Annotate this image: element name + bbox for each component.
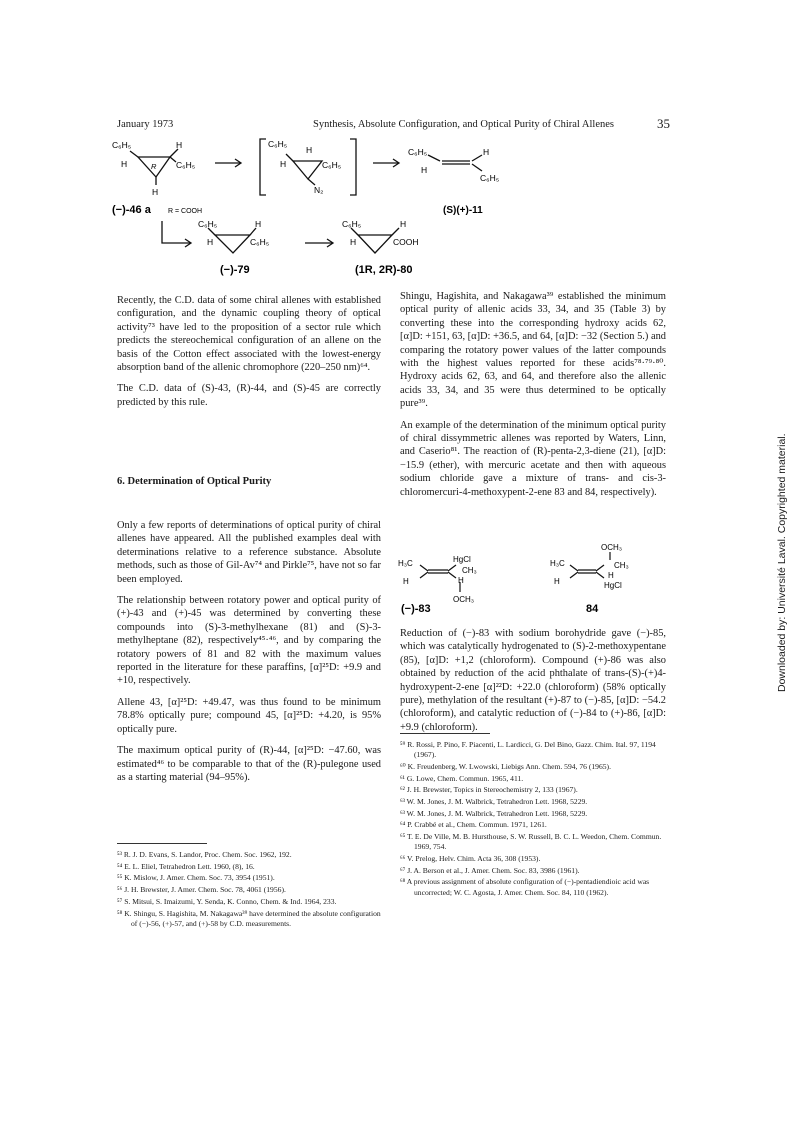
footnote: ⁵⁷ S. Mitsui, S. Imaizumi, Y. Senda, K. Conno, Chem. & Ind. 1964, 233. xyxy=(117,896,337,906)
footnote: ⁶⁷ J. A. Berson et al., J. Amer. Chem. Soc. 83, 3986 (1961). xyxy=(400,865,580,875)
svg-text:R: R xyxy=(151,162,157,171)
footnote: ⁶² J. H. Brewster, Topics in Stereochemistry 2, 133 (1967). xyxy=(400,785,578,795)
label-46a: (−)-46 a xyxy=(112,204,151,216)
left-column-lower xyxy=(117,519,381,792)
label-11: (S)(+)-11 xyxy=(443,205,483,216)
svg-text:H₃C: H₃C xyxy=(398,559,413,568)
footnote: ⁶³ W. M. Jones, J. M. Walbrick, Tetrahedron Lett. 1968, 5229. xyxy=(400,797,588,807)
svg-text:C₆H₅: C₆H₅ xyxy=(250,237,270,247)
footnote: ⁶³ W. M. Jones, J. M. Walbrick, Tetrahedron Lett. 1968, 5229. xyxy=(400,808,588,818)
svg-text:C₆H₅: C₆H₅ xyxy=(342,219,362,229)
svg-text:C₆H₅: C₆H₅ xyxy=(322,160,342,170)
svg-text:H: H xyxy=(608,571,614,580)
download-notice-text: Downloaded by: Université Laval. Copyrighted material. xyxy=(776,433,788,692)
label-80: (1R, 2R)-80 xyxy=(355,264,413,276)
footnote: ⁵³ R. J. D. Evans, S. Landor, Proc. Chem. Soc. 1962, 192. xyxy=(117,850,292,859)
svg-text:H: H xyxy=(121,159,128,169)
footnote: ⁵⁸ K. Shingu, S. Hagishita, M. Nakagawa³⁹ have determined the absolute configuration of (−)-56, (+)-57, and (+)-58 by C.D. measurements. xyxy=(117,908,381,928)
svg-text:OCH₃: OCH₃ xyxy=(453,595,475,604)
left-paragraph-6: The maximum optical purity of (R)-44, [α]²⁵D: −47.60, was estimated⁴⁶ to be comparable to that of the (R)-pulegone used as a starting material (94–95%). xyxy=(117,745,381,783)
footnote: ⁶⁶ V. Prelog, Helv. Chim. Acta 36, 308 (1953). xyxy=(400,854,541,864)
cyclopropane-79 xyxy=(215,235,250,253)
right-paragraph-3: Reduction of (−)-83 with sodium borohydride gave (−)-85, which was catalytically hydrogenated to (S)-2-methoxypentane (85), [α]D: +1,2 (chloroform). Compound (+)-86 was also obtained by reduction of the acid phthalate of trans-(S)-(+)4-hydroxypent-2-ene [α]²²D: +22.0 (chloroform) (58% optically pure), methylation of the resultant (+)-87 to (−)-85, [α]D: −54.2 (chloroform), and catalytic reduction of (−)-84 to (+)-86, [α]D: +9.9 (chloroform). xyxy=(400,628,666,733)
svg-text:C₆H₅: C₆H₅ xyxy=(176,160,196,170)
svg-text:H₃C: H₃C xyxy=(550,559,565,568)
footnote-rule-left xyxy=(117,843,207,844)
svg-text:OCH₃: OCH₃ xyxy=(601,543,623,552)
footnote: ⁵⁹ R. Rossi, P. Pino, F. Piacenti, L. Lardicci, G. Del Bino, Gazz. Chim. Ital. 97, 1194 (1967). xyxy=(400,740,656,760)
svg-text:COOH: COOH xyxy=(393,237,419,247)
left-column xyxy=(117,294,381,417)
right-column-lower xyxy=(400,627,666,742)
structures-83-84 xyxy=(398,540,668,618)
left-paragraph-1: Recently, the C.D. data of some chiral allenes with established configuration, and the dynamic coupling theory of optical activity⁷³ have led to the proposition of a sector rule which predicts the stereochemical configuration of an allene on the basis of the Cotton effect associated with the lowest-energy absorption band of the allenic chromophore (220–250 nm)⁶⁴. xyxy=(117,295,381,374)
svg-text:H: H xyxy=(255,219,262,229)
reaction-scheme xyxy=(110,135,530,280)
label-84: 84 xyxy=(586,603,599,615)
right-column xyxy=(400,290,666,507)
svg-text:CH₃: CH₃ xyxy=(462,566,477,575)
download-notice xyxy=(776,152,790,692)
svg-text:H: H xyxy=(483,147,490,157)
section-heading: 6. Determination of Optical Purity xyxy=(117,476,272,487)
footnote: ⁵⁶ J. H. Brewster, J. Amer. Chem. Soc. 78, 4061 (1956). xyxy=(117,885,286,895)
footnote: ⁶⁸ A previous assignment of absolute configuration of (−)-pentadiendioic acid was uncorrected; W. C. Agosta, J. Amer. Chem. Soc. 84, 110 (1962). xyxy=(400,877,650,897)
footnote: ⁶⁰ K. Freudenberg, W. Lwowski, Liebigs Ann. Chem. 594, 76 (1965). xyxy=(400,761,611,771)
svg-text:C₆H₅: C₆H₅ xyxy=(268,139,288,149)
footnote-rule-right xyxy=(400,733,490,734)
svg-text:H: H xyxy=(458,576,464,585)
left-paragraph-2: The C.D. data of (S)-43, (R)-44, and (S)-45 are correctly predicted by this rule. xyxy=(117,383,381,408)
svg-text:HgCl: HgCl xyxy=(604,581,622,590)
left-paragraph-3: Only a few reports of determinations of optical purity of chiral allenes have appeared. All the published examples deal with determinations relative to a reference substance. Absolute methods, such as those of Gil-Av⁷⁴ and Pirkle⁷⁵, have not so far been employed. xyxy=(117,520,381,585)
footnote: ⁶⁴ P. Crabbé et al., Chem. Commun. 1971, 1261. xyxy=(400,820,547,830)
svg-text:H: H xyxy=(207,237,214,247)
running-header-title: Synthesis, Absolute Configuration, and Optical Purity of Chiral Allenes xyxy=(313,119,614,130)
svg-text:H: H xyxy=(280,159,287,169)
svg-text:H: H xyxy=(176,140,183,150)
footnote: ⁶¹ G. Lowe, Chem. Commun. 1965, 411. xyxy=(400,773,524,783)
svg-text:H: H xyxy=(152,187,159,197)
cyclopropane-80 xyxy=(358,235,392,253)
svg-text:N₂: N₂ xyxy=(314,185,324,195)
label-79: (−)-79 xyxy=(220,264,250,276)
page-number: 35 xyxy=(657,116,670,131)
svg-text:H: H xyxy=(403,577,409,586)
left-paragraph-4: The relationship between rotatory power and optical purity of (+)-43 and (+)-45 was determined by converting these compounds into (S)-3-methylhexane (81) and (S)-3-methylheptane (82), respectively⁴⁵·⁴⁶, and by comparing the rotatory powers of 81 and 82 with the maximum values reported in the literature for these paraffins, [α]²⁵D: +9.9 and +10, respectively. xyxy=(117,595,381,687)
svg-text:HgCl: HgCl xyxy=(453,555,471,564)
running-header-date: January 1973 xyxy=(117,119,174,130)
footnote: ⁵⁵ K. Mislow, J. Amer. Chem. Soc. 73, 3954 (1951). xyxy=(117,873,275,883)
svg-text:H: H xyxy=(400,219,407,229)
footnotes-right xyxy=(400,740,666,899)
right-paragraph-1: Shingu, Hagishita, and Nakagawa³⁹ established the minimum optical purity of allenic acids 33, 34, and 35 (Table 3) by converting these into the corresponding hydroxy acids 62, [α]D: +151, 63, [α]D: +36.5, and 64, [α]D: −32 (Section 5.) and comparing the rotatory power values of the latter compounds with the highest values reported for these acids⁷⁸·⁷⁹·⁸⁰. Hydroxy acids 62, 63, and 64, and therefore also the allenic acids 33, 34, and 35 were thus determined to be optically pure³⁹. xyxy=(400,291,666,410)
svg-text:H: H xyxy=(421,165,428,175)
svg-text:C₆H₅: C₆H₅ xyxy=(480,173,500,183)
svg-text:H: H xyxy=(306,145,313,155)
label-46a-note: R = COOH xyxy=(168,208,203,215)
label-83: (−)-83 xyxy=(401,603,431,615)
svg-text:H: H xyxy=(554,577,560,586)
footnote: ⁶⁵ T. E. De Ville, M. B. Hursthouse, S. W. Russell, B. C. L. Weedon, Chem. Commun. 1969, 754. xyxy=(400,832,662,852)
left-paragraph-5: Allene 43, [α]²⁵D: +49.47, was thus found to be minimum 78.8% optically pure; compound 45, [α]²⁵D: +4.20, is 95% optically pure. xyxy=(117,696,381,735)
footnote: ⁵⁴ E. L. Eliel, Tetrahedron Lett. 1960, (8), 16. xyxy=(117,861,255,871)
right-paragraph-2: An example of the determination of the minimum optical purity of chiral dissymmetric allenes was reported by Waters, Linn, and Caserio⁸¹. The reaction of (R)-penta-2,3-diene (21), [α]D: −15.9 (ether), with mercuric acetate and then with aqueous sodium chloride gave a mixture of trans- and cis-3-chloromercuri-4-methoxypent-2-ene 83 and 84, respectively). xyxy=(400,419,666,498)
footnotes-left xyxy=(117,850,381,930)
group-ph: C₆H₅ xyxy=(112,140,132,150)
svg-text:CH₃: CH₃ xyxy=(614,561,629,570)
svg-text:C₆H₅: C₆H₅ xyxy=(408,147,428,157)
svg-text:C₆H₅: C₆H₅ xyxy=(198,219,218,229)
svg-text:H: H xyxy=(350,237,357,247)
